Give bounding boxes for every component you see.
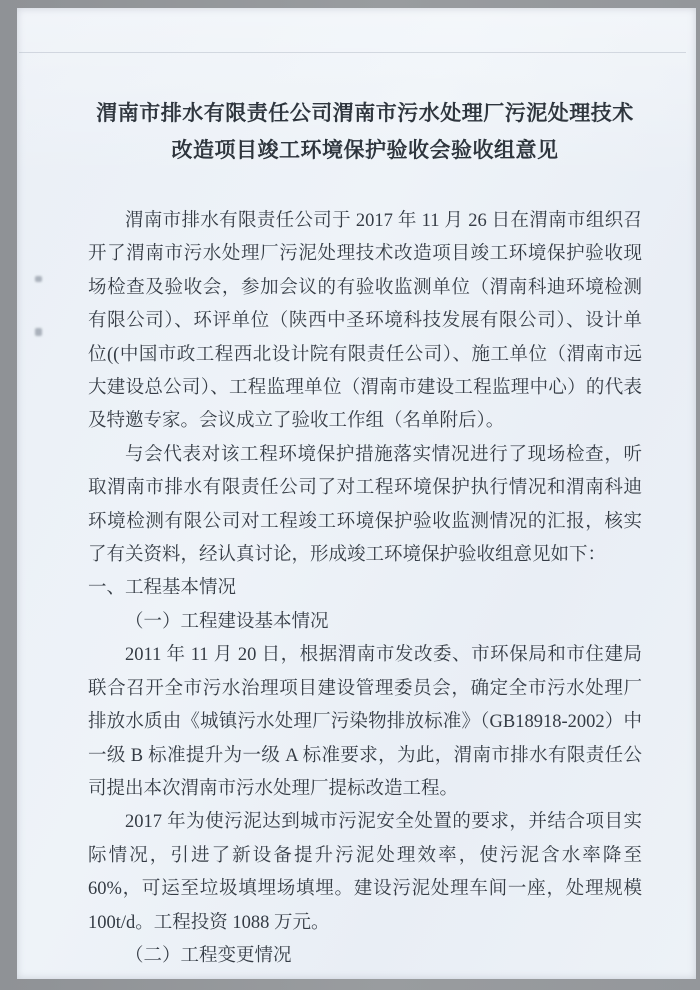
paragraph-meeting-overview: 渭南市排水有限责任公司于 2017 年 11 月 26 日在渭南市组织召开了渭南市污水处理厂污泥处理技术改造项目竣工环境保护验收现场检查及验收会，参加会议的有验收监测单位（渭南科迪环境检测有限公司）、环评单位（陕西中圣环境科技发展有限公司）、设计单位((中国市政工程西北设计院有限责任公司）、施工单位（渭南市远大建设总公司）、工程监理单位（渭南市建设工程监理中心）的代表及特邀专家。会议成立了验收工作组（名单附后）。 [88,211,642,432]
paragraph-2011-background: 2011 年 11 月 20 日，根据渭南市发改委、市环保局和市住建局联合召开全市污水治理项目建设管理委员会，确定全市污水处理厂排放水质由《城镇污水处理厂污染物排放标准》（GB18918-2002）中一级 B 标准提升为一级 A 标准要求，为此，渭南市排水有限责任公司提出本次渭南市污水处理厂提标改造工程。 [88,645,642,799]
scan-artifact-smudge [35,328,42,336]
paragraph-inspection-summary: 与会代表对该工程环境保护措施落实情况进行了现场检查，听取渭南市排水有限责任公司了对工程环境保护执行情况和渭南科迪环境检测有限公司对工程竣工环境保护验收监测情况的汇报，核实了有关资料，经认真讨论，形成竣工环境保护验收组意见如下： [88,444,642,566]
paragraph-2017-upgrade: 2017 年为使污泥达到城市污泥安全处置的要求，并结合项目实际情况，引进了新设备提升污泥处理效率，使污泥含水率降至 60%，可运至垃圾填埋场填埋。建设污泥处理车间一座，处理规模 100t/d。工程投资 1088 万元。 [88,812,642,933]
subsection-heading-construction-basics: （一）工程建设基本情况 [125,611,329,632]
scanned-page [17,8,696,979]
subsection-heading-project-changes: （二）工程变更情况 [125,945,292,966]
document-content [88,95,642,973]
scan-artifact-smudge [35,276,42,282]
document-title: 渭南市排水有限责任公司渭南市污水处理厂污泥处理技术改造项目竣工环境保护验收会验收组意见 [96,102,634,162]
scan-artifact-line [19,52,686,53]
section-heading-project-basics: 一、工程基本情况 [88,578,237,599]
